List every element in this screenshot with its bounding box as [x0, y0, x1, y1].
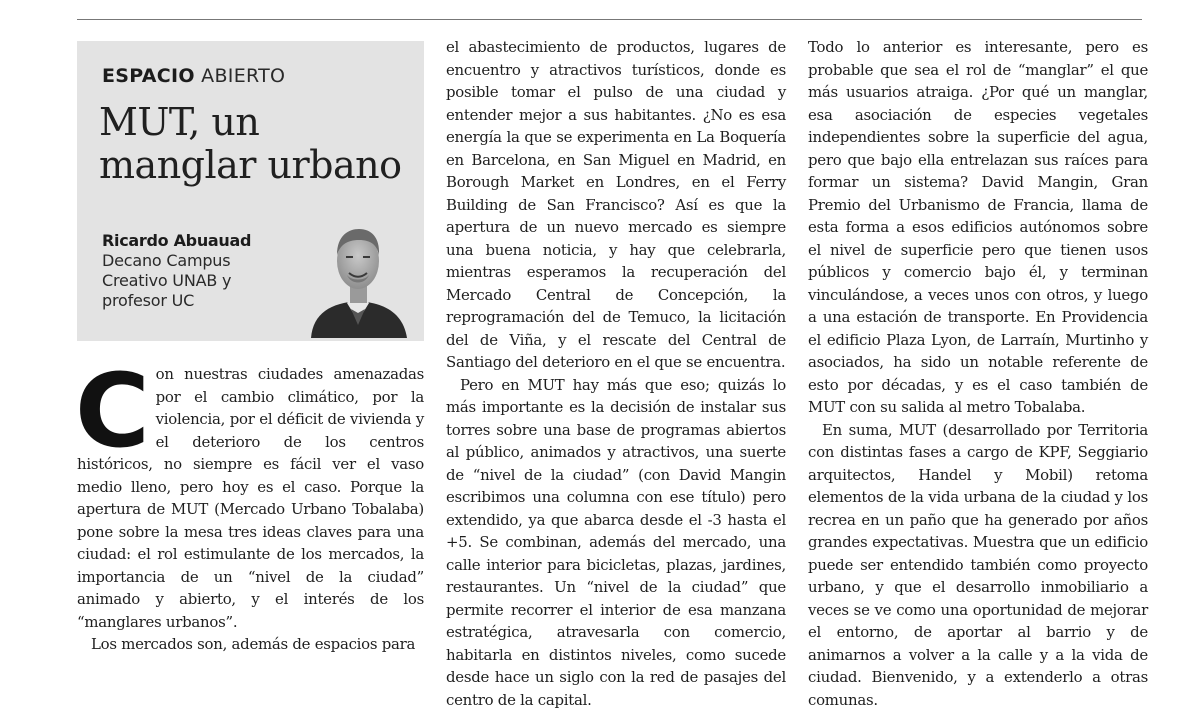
paragraph-text: on nuestras ciudades amenazadas por el cambio climático, por la violencia, por el déficit de vivienda y el deterioro de los centros históricos, no siempre es fácil ver el vaso medio lleno, pero hoy es el caso. Porque la apertura de MUT (Mercado Urbano Tobalaba) pone sobre la mesa tres ideas claves para una ciudad: el rol estimulante de los mercados, la importancia de un “nivel de la ciudad” animado y abierto, y el interés de los “manglares urbanos”.: [77, 365, 424, 631]
paragraph: [77, 363, 424, 633]
section-label: [102, 65, 285, 87]
author-role: Decano Campus Creativo UNAB y profesor UC: [102, 251, 292, 311]
paragraph: Los mercados son, además de espacios para: [77, 633, 424, 656]
author-name: Ricardo Abuauad: [102, 231, 292, 251]
column-1: [77, 363, 424, 656]
section-label-bold: ESPACIO: [102, 65, 195, 87]
section-label-light: ABIERTO: [201, 65, 285, 87]
paragraph: Pero en MUT hay más que eso; quizás lo más importante es la decisión de instalar sus torres sobre una base de programas abiertos al público, animados y atractivos, una suerte de “nivel de la ciudad” (con David Mangin escribimos una columna con ese título) pero extendido, ya que abarca desde el -3 hasta el +5. Se combinan, además del mercado, una calle interior para bicicletas, plazas, jardines, restaurantes. Un “nivel de la ciudad” que permite recorrer el interior de esa manzana estratégica, atravesarla con comercio, habitarla en distintos niveles, como sucede desde hace un siglo con la red de pasajes del centro de la capital.: [446, 374, 786, 711]
paragraph: el abastecimiento de productos, lugares de encuentro y atractivos turísticos, donde es posible tomar el pulso de una ciudad y entender mejor a sus habitantes. ¿No es esa energía la que se experimenta en La Boquería en Barcelona, en San Miguel en Madrid, en Borough Market en Londres, en el Ferry Building de San Francisco? Así es que la apertura de un nuevo mercado es siempre una buena noticia, y hay que celebrarla, mientras esperamos la recuperación del Mercado Central de Concepción, la reprogramación del de Temuco, la licitación del de Viña, y el rescate del Central de Santiago del deterioro en el que se encuentra.: [446, 36, 786, 374]
headline: MUT, un manglar urbano: [99, 101, 419, 187]
top-rule: [77, 19, 1142, 20]
author-photo: [303, 213, 413, 338]
drop-cap: C: [75, 371, 150, 453]
paragraph: En suma, MUT (desarrollado por Territoria con distintas fases a cargo de KPF, Seggiario arquitectos, Handel y Mobil) retoma elementos de la vida urbana de la ciudad y los recrea en un paño que ha generado por años grandes expectativas. Muestra que un edificio puede ser entendido también como proyecto urbano, y que el desarrollo inmobiliario a veces se ve como una oportunidad de mejorar el entorno, de aportar al barrio y de animarnos a volver a la calle y a la vida de ciudad. Bienvenido, y a extenderlo a otras comunas.: [808, 419, 1148, 711]
column-2: [446, 36, 786, 711]
column-3: [808, 36, 1148, 711]
paragraph: Todo lo anterior es interesante, pero es probable que sea el rol de “manglar” el que más usuarios atraiga. ¿Por qué un manglar, esa asociación de especies vegetales independientes sobre la superficie del agua, pero que bajo ella entrelazan sus raíces para formar un sistema? David Mangin, Gran Premio del Urbanismo de Francia, llama de esta forma a esos edificios autónomos sobre el nivel de superficie pero que tienen usos públicos y comercio bajo él, y terminan vinculándose, a veces unos con otros, y luego a una estación de transporte. En Providencia el edificio Plaza Lyon, de Larraín, Murtinho y asociados, ha sido un notable referente de esto por décadas, y es el caso también de MUT con su salida al metro Tobalaba.: [808, 36, 1148, 419]
header-box: [77, 41, 424, 341]
author-block: [102, 231, 292, 311]
